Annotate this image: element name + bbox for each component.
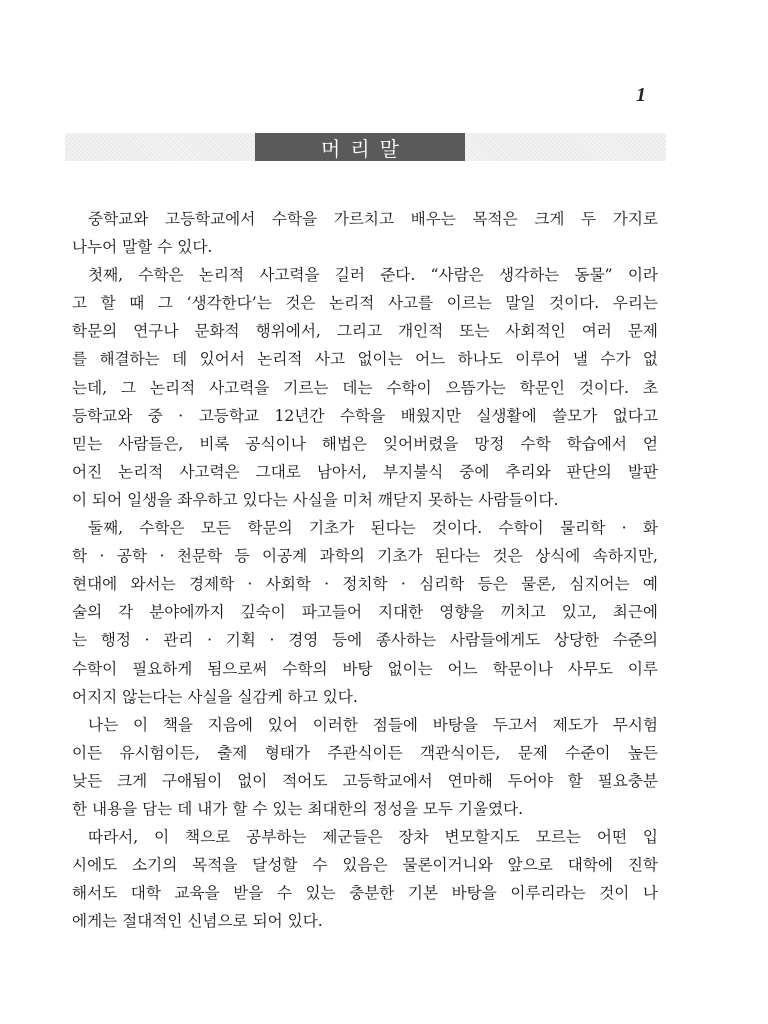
text-line: 수학이 필요하게 됨으로써 수학의 바탕 없이는 어느 학문이나 사무도 이루 — [72, 659, 658, 678]
text-line: 어지지 않는다는 사실을 실감케 하고 있다. — [72, 687, 358, 706]
text-line: 이든 유시험이든, 출제 형태가 주관식이든 객관식이든, 문제 수준이 높든 — [72, 743, 658, 762]
text-line: 등학교와 중 · 고등학교 12년간 수학을 배웠지만 실생활에 쓸모가 없다고 — [72, 406, 658, 425]
title-box — [255, 133, 465, 161]
text-line: 학 · 공학 · 천문학 등 이공계 과학의 기초가 된다는 것은 상식에 속하지만, — [72, 547, 658, 566]
page-title: 머리말 — [321, 136, 409, 161]
text-line: 는 행정 · 관리 · 기획 · 경영 등에 종사하는 사람들에게도 상당한 수준의 — [72, 631, 658, 650]
text-line: 둘째, 수학은 모든 학문의 기초가 된다는 것이다. 수학이 물리학 · 화 — [88, 519, 658, 538]
text-line: 한 내용을 담는 데 내가 할 수 있는 최대한의 정성을 모두 기울였다. — [72, 799, 524, 818]
text-line: 이 되어 일생을 좌우하고 있다는 사실을 미처 깨닫지 못하는 사람들이다. — [72, 490, 559, 509]
text-line: 낮든 크게 구애됨이 없이 적어도 고등학교에서 연마해 두어야 할 필요충분 — [72, 771, 658, 790]
text-line: 술의 각 분야에까지 깊숙이 파고들어 지대한 영향을 끼치고 있고, 최근에 — [72, 603, 658, 622]
text-line: 따라서, 이 책으로 공부하는 제군들은 장차 변모할지도 모르는 어떤 입 — [88, 828, 658, 847]
text-line: 에게는 절대적인 신념으로 되어 있다. — [72, 912, 323, 931]
text-line: 해서도 대학 교육을 받을 수 있는 충분한 기본 바탕을 이루리라는 것이 나 — [72, 884, 658, 903]
text-line: 고 할 때 그 ‘생각한다’는 것은 논리적 사고를 이르는 말일 것이다. 우리는 — [72, 294, 658, 313]
text-line: 시에도 소기의 목적을 달성할 수 있음은 물론이거니와 앞으로 대학에 진학 — [72, 856, 658, 875]
text-line: 현대에 와서는 경제학 · 사회학 · 정치학 · 심리학 등은 물론, 심지어는 예 — [72, 575, 658, 594]
text-line: 중학교와 고등학교에서 수학을 가르치고 배우는 목적은 크게 두 가지로 — [88, 210, 658, 228]
text-line: 첫째, 수학은 논리적 사고력을 길러 준다. “사람은 생각하는 동물” 이라 — [88, 266, 658, 285]
text-line: 믿는 사람들은, 비록 공식이나 해법은 잊어버렸을 망정 수학 학습에서 얻 — [72, 434, 658, 453]
page-number: 1 — [636, 84, 646, 106]
preface-body — [72, 205, 658, 935]
text-line: 나누어 말할 수 있다. — [72, 238, 213, 257]
text-line: 는데, 그 논리적 사고력을 기르는 데는 수학이 으뜸가는 학문인 것이다. 초 — [72, 378, 658, 397]
text-line: 학문의 연구나 문화적 행위에서, 그리고 개인적 또는 사회적인 여러 문제 — [72, 322, 658, 341]
text-line: 나는 이 책을 지음에 있어 이러한 점들에 바탕을 두고서 제도가 무시험 — [88, 715, 658, 734]
text-line: 를 해결하는 데 있어서 논리적 사고 없이는 어느 하나도 이루어 낼 수가 없 — [72, 350, 658, 369]
text-line: 어진 논리적 사고력은 그대로 남아서, 부지불식 중에 추리와 판단의 발판 — [72, 462, 658, 481]
